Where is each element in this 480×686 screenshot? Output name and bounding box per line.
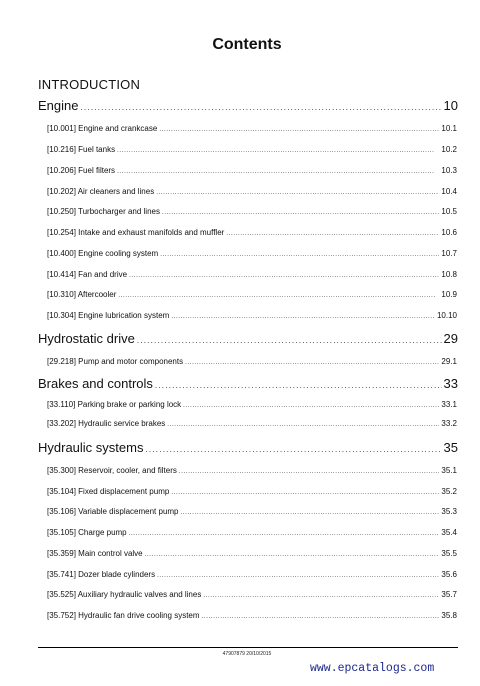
entry-page: 33.1 — [441, 400, 457, 409]
leader-dots — [185, 360, 439, 366]
entry-label: [33.202] Hydraulic service brakes — [47, 419, 166, 428]
section-title: Engine — [38, 98, 79, 113]
leader-dots — [129, 273, 439, 279]
section-page: 10 — [443, 98, 458, 113]
entry-page: 10.3 — [441, 166, 457, 175]
toc-entry[interactable] — [47, 590, 457, 602]
toc-entry[interactable] — [47, 507, 457, 519]
leader-dots — [159, 127, 439, 133]
entry-label: [35.300] Reservoir, cooler, and filters — [47, 466, 177, 475]
entry-page: 35.2 — [441, 487, 457, 496]
toc-entry[interactable] — [47, 145, 457, 157]
page-title: Contents — [212, 36, 282, 53]
entry-label: [10.250] Turbocharger and lines — [47, 207, 160, 216]
leader-dots — [171, 490, 439, 496]
leader-dots — [155, 381, 442, 390]
leader-dots — [160, 252, 439, 258]
entry-label: [35.752] Hydraulic fan drive cooling system — [47, 611, 200, 620]
leader-dots — [171, 314, 435, 320]
leader-dots — [183, 403, 439, 409]
toc-entry[interactable] — [47, 207, 457, 219]
section-title: Brakes and controls — [38, 376, 153, 391]
entry-page: 35.5 — [441, 549, 457, 558]
toc-section-hydraulic-systems[interactable] — [38, 440, 458, 458]
toc-entry[interactable] — [47, 419, 457, 431]
toc-entry[interactable] — [47, 290, 457, 302]
footer-divider — [38, 647, 458, 648]
leader-dots — [117, 169, 439, 175]
entry-label: [35.104] Fixed displacement pump — [47, 487, 170, 496]
toc-entry[interactable] — [47, 528, 457, 540]
entry-label: [35.359] Main control valve — [47, 549, 143, 558]
section-page: 33 — [443, 376, 458, 391]
entry-page: 10.8 — [441, 270, 457, 279]
entry-label: [35.106] Variable displacement pump — [47, 507, 179, 516]
entry-label: [35.741] Dozer blade cylinders — [47, 570, 156, 579]
leader-dots — [80, 103, 441, 112]
section-title: Hydrostatic drive — [38, 331, 135, 346]
toc-entry[interactable] — [47, 611, 457, 623]
leader-dots — [118, 293, 439, 299]
entry-label: [10.414] Fan and drive — [47, 270, 128, 279]
leader-dots — [181, 510, 440, 516]
toc-entry[interactable] — [47, 270, 457, 282]
leader-dots — [226, 231, 439, 237]
entry-page: 10.6 — [441, 228, 457, 237]
leader-dots — [145, 552, 440, 558]
entry-page: 35.7 — [441, 590, 457, 599]
entry-label: [10.304] Engine lubrication system — [47, 311, 170, 320]
entry-label: [10.254] Intake and exhaust manifolds and muffler — [47, 228, 225, 237]
entry-page: 29.1 — [441, 357, 457, 366]
section-page: 35 — [443, 440, 458, 455]
leader-dots — [129, 531, 440, 537]
entry-label: [35.525] Auxiliary hydraulic valves and lines — [47, 590, 202, 599]
toc-entry[interactable] — [47, 228, 457, 240]
entry-label: [35.105] Charge pump — [47, 528, 127, 537]
entry-label: [33.110] Parking brake or parking lock — [47, 400, 182, 409]
entry-page: 35.4 — [441, 528, 457, 537]
entry-page: 35.1 — [441, 466, 457, 475]
entry-page: 10.5 — [441, 207, 457, 216]
entry-page: 33.2 — [441, 419, 457, 428]
entry-page: 10.2 — [441, 145, 457, 154]
leader-dots — [167, 422, 439, 428]
entry-label: [10.206] Fuel filters — [47, 166, 116, 175]
toc-section-hydrostatic-drive[interactable] — [38, 331, 458, 349]
entry-page: 10.10 — [436, 311, 457, 320]
toc-entry[interactable] — [47, 166, 457, 178]
leader-dots — [202, 614, 440, 620]
leader-dots — [145, 445, 441, 454]
leader-dots — [137, 336, 442, 345]
entry-label: [10.202] Air cleaners and lines — [47, 187, 155, 196]
leader-dots — [157, 573, 439, 579]
leader-dots — [203, 593, 439, 599]
entry-page: 10.1 — [441, 124, 457, 133]
section-title: Hydraulic systems — [38, 440, 144, 455]
entry-label: [29.218] Pump and motor components — [47, 357, 184, 366]
leader-dots — [162, 210, 439, 216]
toc-entry[interactable] — [47, 357, 457, 369]
introduction-heading: INTRODUCTION — [38, 77, 141, 92]
toc-entry[interactable] — [47, 570, 457, 582]
entry-label: [10.400] Engine cooling system — [47, 249, 159, 258]
toc-entry[interactable] — [47, 124, 457, 136]
watermark-url: www.epcatalogs.com — [310, 662, 435, 675]
toc-entry[interactable] — [47, 311, 457, 323]
entry-label: [10.001] Engine and crankcase — [47, 124, 158, 133]
leader-dots — [179, 469, 440, 475]
entry-page: 10.7 — [441, 249, 457, 258]
toc-entry[interactable] — [47, 549, 457, 561]
toc-entry[interactable] — [47, 466, 457, 478]
entry-label: [10.216] Fuel tanks — [47, 145, 116, 154]
entry-page: 35.3 — [441, 507, 457, 516]
entry-page: 35.6 — [441, 570, 457, 579]
entry-page: 10.4 — [441, 187, 457, 196]
entry-label: [10.310] Aftercooler — [47, 290, 117, 299]
toc-entry[interactable] — [47, 487, 457, 499]
toc-entry[interactable] — [47, 187, 457, 199]
footer-doc-number: 47907879 20/10/2015 — [222, 651, 272, 657]
entry-page: 35.8 — [441, 611, 457, 620]
entry-page: 10.9 — [441, 290, 457, 299]
toc-section-engine[interactable] — [38, 98, 458, 116]
toc-section-brakes-and-controls[interactable] — [38, 376, 458, 394]
section-page: 29 — [443, 331, 458, 346]
toc-entry[interactable] — [47, 249, 457, 261]
leader-dots — [156, 190, 439, 196]
toc-entry[interactable] — [47, 400, 457, 412]
leader-dots — [117, 148, 439, 154]
